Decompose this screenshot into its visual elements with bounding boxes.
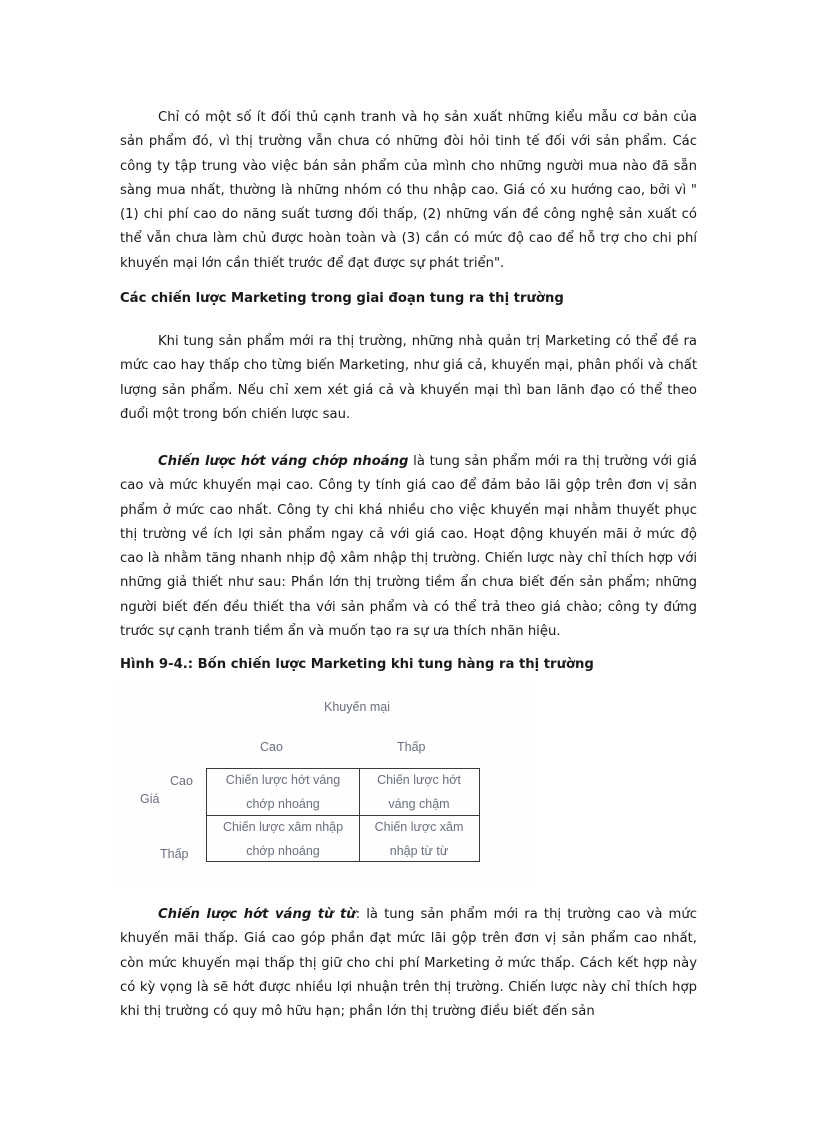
column-low-label: Thấp (397, 740, 426, 754)
cell-high-price-high-promo (207, 768, 359, 816)
cell-line: Chiến lược hớt váng (225, 773, 341, 787)
strategy-matrix-figure (118, 686, 530, 882)
cell-line: Chiến lược xâm nhập (222, 820, 344, 834)
paragraph-slow-skimming (120, 903, 697, 1024)
cell-low-price-low-promo (359, 815, 479, 863)
cell-line: chớp nhoáng (246, 797, 320, 811)
paragraph-slow-skimming-text: : là tung sản phẩm mới ra thị trường cao và mức khuyến mãi thấp. Giá cao góp phần đạt mức lãi gộp trên đơn vị sản phẩm cao nhất, còn mức khuyến mại thấp thị giữ cho chi phí Marketing ở mức thấp. Cách kết hợp này có kỳ vọng là sẽ hớt được nhiều lợi nhuận trên thị trường. Chiến lược này chỉ thích hợp khi thị trường có quy mô hữu hạn; phần lớn thị trường điều biết đến sản (120, 907, 697, 1020)
column-axis-title: Khuyến mại (324, 700, 391, 714)
term-rapid-skimming: Chiến lược hớt váng chớp nhoáng (158, 454, 409, 469)
section-heading: Các chiến lược Marketing trong giai đoạn tung ra thị trường (120, 291, 564, 306)
cell-low-price-high-promo (207, 815, 359, 863)
paragraph-rapid-skimming (120, 450, 697, 644)
figure-caption: Hình 9-4.: Bốn chiến lược Marketing khi tung hàng ra thị trường (120, 657, 594, 672)
row-high-label: Cao (170, 774, 193, 788)
cell-line: váng chậm (388, 797, 450, 811)
column-high-label: Cao (260, 740, 283, 754)
cell-line: Chiến lược xâm (374, 820, 464, 834)
cell-line: nhập từ từ (389, 844, 449, 858)
paragraph-launch: Khi tung sản phẩm mới ra thị trường, những nhà quản trị Marketing có thể đề ra mức cao hay thấp cho từng biến Marketing, như giá cả, khuyến mại, phân phối và chất lượng sản phẩm. Nếu chỉ xem xét giá cả và khuyến mại thì ban lãnh đạo có thể theo đuổi một trong bốn chiến lược sau. (120, 334, 697, 422)
row-low-label: Thấp (160, 847, 189, 861)
cell-line: Chiến lược hớt (377, 773, 461, 787)
paragraph-intro: Chỉ có một số ít đối thủ cạnh tranh và họ sản xuất những kiểu mẫu cơ bản của sản phẩm đó, vì thị trường vẫn chưa có những đòi hỏi tinh tế đối với sản phẩm. Các công ty tập trung vào việc bán sản phẩm của mình cho những người mua nào đã sẵn sàng mua nhất, thường là những nhóm có thu nhập cao. Giá có xu hướng cao, bởi vì "(1) chi phí cao do năng suất tương đối thấp, (2) những vấn đề công nghệ sản xuất có thể vẫn chưa làm chủ được hoàn toàn và (3) cần có mức độ cao để hỗ trợ cho chi phí khuyến mại lớn cần thiết trước để đạt được sự phát triển". (120, 110, 697, 271)
cell-line: chớp nhoáng (246, 844, 320, 858)
row-axis-title: Giá (140, 792, 160, 806)
paragraph-rapid-skimming-text: là tung sản phẩm mới ra thị trường với giá cao và mức khuyến mại cao. Công ty tính giá cao để đảm bảo lãi gộp trên đơn vị sản phẩm ở mức cao nhất. Công ty chi khá nhiều cho việc khuyến mại nhằm thuyết phục thị trường về ích lợi sản phẩm ngay cả với giá cao. Hoạt động khuyến mãi ở mức độ cao là nhằm tăng nhanh nhịp độ xâm nhập thị trường. Chiến lược này chỉ thích hợp với những giả thiết như sau: Phần lớn thị trường tiềm ẩn chưa biết đến sản phẩm; những người biết đến đều thiết tha với sản phẩm và có thể trả theo giá chào; công ty đứng trước sự cạnh tranh tiềm ẩn và muốn tạo ra sự ưa thích nhãn hiệu. (120, 454, 697, 640)
cell-high-price-low-promo (359, 768, 479, 816)
term-slow-skimming: Chiến lược hớt váng từ từ (158, 907, 356, 922)
strategy-matrix-grid (206, 768, 480, 862)
